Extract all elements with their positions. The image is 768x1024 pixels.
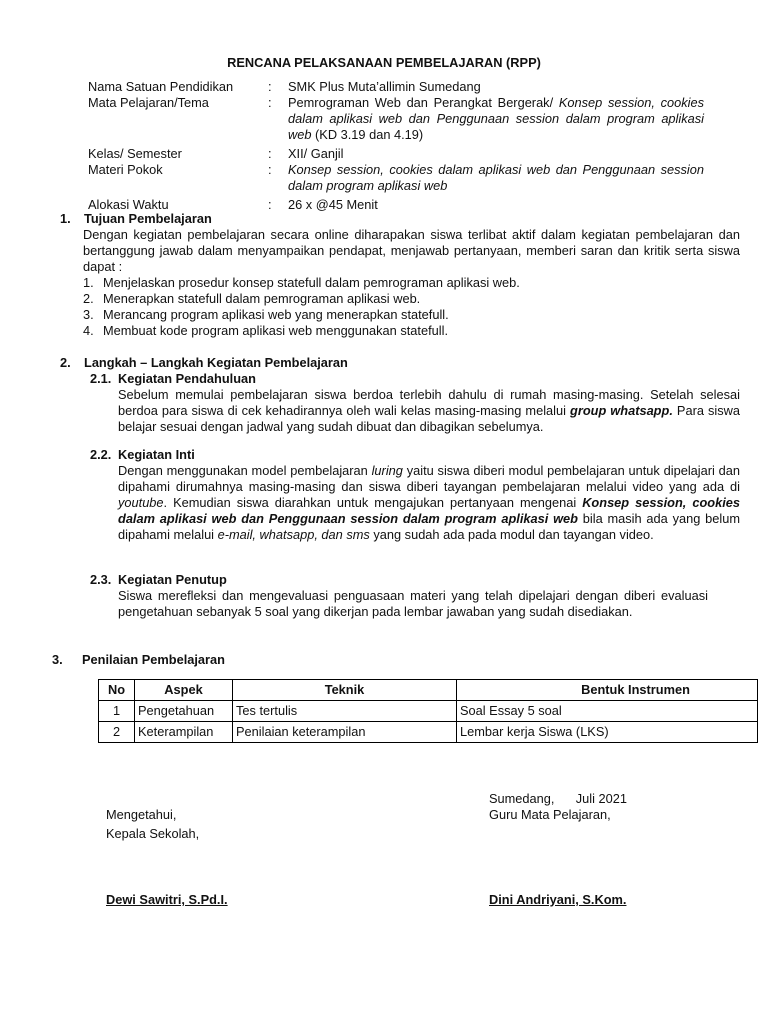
subject-kd: (KD 3.19 dan 4.19) xyxy=(311,127,424,142)
identity-colon: : xyxy=(268,162,272,177)
section-heading xyxy=(60,355,740,371)
subject-plain: Pemrograman Web dan Perangkat Bergerak/ xyxy=(288,95,559,110)
section-title: Langkah – Langkah Kegiatan Pembelajaran xyxy=(84,355,348,370)
subsection-text: Siswa merefleksi dan mengevaluasi penguasaan materi yang telah dipelajari dengan diberi evaluasi pengetahuan sebanyak 5 soal yang dikerjan pada lembar jawaban yang sudah disediakan. xyxy=(118,588,708,619)
subsection-closing xyxy=(90,572,708,620)
subsection-title: Kegiatan Inti xyxy=(118,447,195,462)
text-run: . Kemudian siswa diarahkan untuk mengajukan pertanyaan mengenai xyxy=(163,495,583,510)
topic-italic: Konsep session, cookies dalam aplikasi web dan Penggunaan session dalam program aplikasi web xyxy=(288,162,704,193)
table-cell: 2 xyxy=(99,722,135,743)
list-number: 2. xyxy=(83,291,94,306)
column-header-instrument: Bentuk Instrumen xyxy=(457,680,758,701)
text-run-bold-italic: group whatsapp. xyxy=(570,403,673,418)
section-heading xyxy=(52,652,732,668)
list-item xyxy=(83,307,740,323)
identity-row-school xyxy=(88,79,704,95)
list-number: 4. xyxy=(83,323,94,338)
identity-row-class xyxy=(88,146,704,162)
table-cell: Tes tertulis xyxy=(233,701,457,722)
table-cell: Keterampilan xyxy=(135,722,233,743)
subsection-title: Kegiatan Pendahuluan xyxy=(118,371,256,386)
identity-label: Nama Satuan Pendidikan xyxy=(88,79,234,94)
column-header-no: No xyxy=(99,680,135,701)
document-title: RENCANA PELAKSANAAN PEMBELAJARAN (RPP) xyxy=(227,55,541,70)
table-cell: 1 xyxy=(99,701,135,722)
list-text: Membuat kode program aplikasi web menggunakan statefull. xyxy=(103,323,448,338)
subsection-number: 2.1. xyxy=(90,371,112,386)
subject-italic: Konsep session, cookies dalam aplikasi web dan Penggunaan session dalam program aplikasi web xyxy=(288,95,704,142)
list-text: Menerapkan statefull dalam pemrograman aplikasi web. xyxy=(103,291,421,306)
text-run: yaitu siswa diberi modul pembelajaran untuk dipelajari dan dipahami dirumahnya masing-masing dan siswa diberi tayangan pembelajaran melalui video yang ada di xyxy=(118,463,741,494)
identity-colon: : xyxy=(268,146,272,161)
subsection-core xyxy=(90,447,740,543)
objectives-intro: Dengan kegiatan pembelajaran secara online diharapakan siswa terlibat aktif dalam kegiatan pembelajaran dan bertanggung jawab dalam menyampaikan pendapat, menjawab pertanyaan, memberi saran dan kritik serta siswa dapat : xyxy=(83,227,740,274)
table-header-row xyxy=(99,680,758,701)
text-run-italic: luring xyxy=(371,463,403,478)
subsection-heading xyxy=(90,371,740,387)
list-text: Menjelaskan prosedur konsep statefull dalam pemrograman aplikasi web. xyxy=(103,275,520,290)
text-run: bila masih ada yang belum dipahami melalui xyxy=(118,511,740,542)
identity-label: Mata Pelajaran/Tema xyxy=(88,95,209,110)
principal-name: Dewi Sawitri, S.Pd.I. xyxy=(106,892,228,907)
section-number: 1. xyxy=(60,211,71,226)
table-cell: Lembar kerja Siswa (LKS) xyxy=(457,722,758,743)
identity-colon: : xyxy=(268,79,272,94)
subsection-text xyxy=(90,463,740,543)
text-run-italic: e-mail, whatsapp, dan sms xyxy=(217,527,370,542)
section-number: 2. xyxy=(60,355,71,370)
identity-colon: : xyxy=(268,197,272,212)
principal-title: Kepala Sekolah, xyxy=(106,826,200,841)
section-objectives xyxy=(60,211,740,339)
identity-row-subject xyxy=(88,95,704,143)
subsection-number: 2.2. xyxy=(90,447,112,462)
table-cell: Pengetahuan xyxy=(135,701,233,722)
place-date: Sumedang, Juli 2021 xyxy=(489,791,628,806)
list-number: 1. xyxy=(83,275,94,290)
identity-value xyxy=(288,162,704,194)
list-item xyxy=(83,323,740,339)
teacher-name: Dini Andriyani, S.Kom. xyxy=(489,892,627,907)
approval-label: Mengetahui, xyxy=(106,807,177,822)
section-steps xyxy=(60,355,740,371)
column-header-technique: Teknik xyxy=(233,680,457,701)
list-number: 3. xyxy=(83,307,94,322)
text-run: Dengan menggunakan model pembelajaran xyxy=(118,463,372,478)
objectives-list xyxy=(60,275,740,339)
list-item xyxy=(83,291,740,307)
section-title: Penilaian Pembelajaran xyxy=(82,652,225,667)
text-run: Sebelum memulai pembelajaran siswa berdoa terlebih dahulu di rumah masing-masing. Setelah selesai berdoa para siswa di cek kehadirannya oleh wali kelas masing-masing melalui xyxy=(118,387,740,418)
list-item xyxy=(83,275,740,291)
identity-label: Materi Pokok xyxy=(88,162,163,177)
identity-label: Alokasi Waktu xyxy=(88,197,169,212)
section-assessment xyxy=(52,652,732,668)
table-row xyxy=(99,722,758,743)
subsection-title: Kegiatan Penutup xyxy=(118,572,227,587)
identity-colon: : xyxy=(268,95,272,110)
text-run: Para siswa belajar sesuai dengan jadwal yang sudah dibuat dan dibagikan sebelumya. xyxy=(118,403,740,434)
table-cell: Soal Essay 5 soal xyxy=(457,701,758,722)
identity-value: 26 x @45 Menit xyxy=(288,197,378,212)
identity-block xyxy=(88,79,704,213)
subsection-heading xyxy=(90,572,708,588)
subsection-text xyxy=(90,387,740,435)
column-header-aspect: Aspek xyxy=(135,680,233,701)
identity-value: SMK Plus Muta’allimin Sumedang xyxy=(288,79,481,94)
list-text: Merancang program aplikasi web yang menerapkan statefull. xyxy=(103,307,449,322)
identity-value xyxy=(288,95,704,143)
identity-value: XII/ Ganjil xyxy=(288,146,344,161)
identity-row-topic xyxy=(88,162,704,194)
section-number: 3. xyxy=(52,652,63,667)
table-cell: Penilaian keterampilan xyxy=(233,722,457,743)
table-row xyxy=(99,701,758,722)
identity-label: Kelas/ Semester xyxy=(88,146,182,161)
text-run-italic: youtube xyxy=(118,495,164,510)
assessment-table xyxy=(98,679,758,743)
section-heading xyxy=(60,211,740,227)
subsection-opening xyxy=(90,371,740,435)
text-run: yang sudah ada pada modul dan tayangan video. xyxy=(369,527,654,542)
subsection-number: 2.3. xyxy=(90,572,112,587)
teacher-title: Guru Mata Pelajaran, xyxy=(489,807,611,822)
text-run-bold-italic: Konsep session, cookies dalam aplikasi web dan Penggunaan session dalam program aplikasi web xyxy=(118,495,740,526)
subsection-heading xyxy=(90,447,740,463)
section-title: Tujuan Pembelajaran xyxy=(84,211,212,226)
